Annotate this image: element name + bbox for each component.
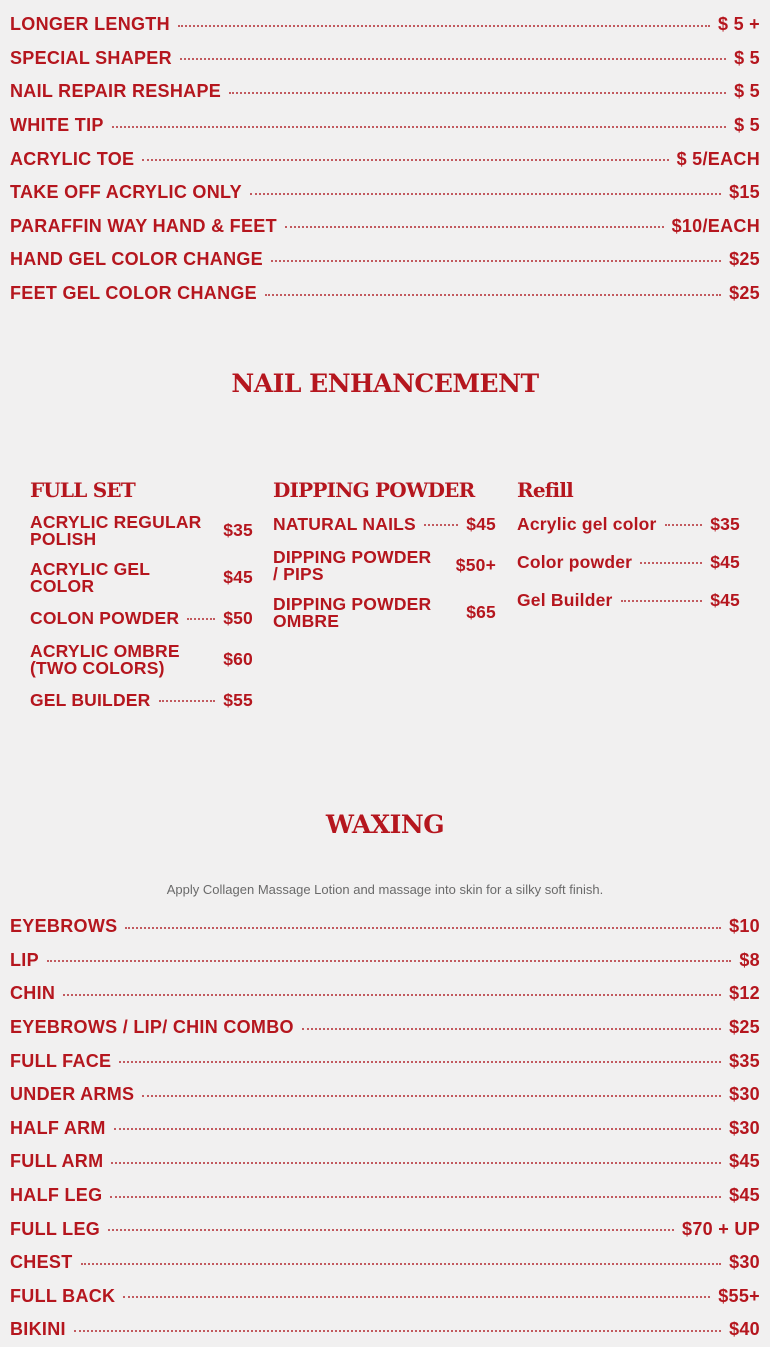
service-price: $60: [223, 649, 253, 669]
refill-row: [517, 552, 740, 573]
service-name: BIKINI: [10, 1319, 66, 1340]
service-price: $25: [729, 1017, 760, 1038]
dot-leader: [640, 562, 702, 564]
service-price: $ 5/EACH: [676, 148, 760, 169]
price-row: [10, 42, 760, 76]
dot-leader: [47, 960, 731, 962]
dipping-powder-column: [273, 478, 496, 643]
service-name: HALF ARM: [10, 1117, 106, 1138]
price-row: [10, 176, 760, 210]
dot-leader: [81, 1263, 722, 1265]
service-name: DIPPING POWDER / PIPS: [273, 547, 432, 584]
service-price: $45: [729, 1151, 760, 1172]
service-price: $10/EACH: [671, 215, 760, 236]
service-name: GEL BUILDER: [30, 690, 151, 711]
service-name: TAKE OFF ACRYLIC ONLY: [10, 182, 242, 203]
service-name: ACRYLIC TOE: [10, 148, 135, 169]
price-row: [10, 210, 760, 244]
service-name: EYEBROWS / LIP/ CHIN COMBO: [10, 1017, 294, 1038]
top-price-list: [10, 8, 760, 310]
service-price: $35: [710, 514, 740, 534]
service-price: $25: [729, 249, 760, 270]
dot-leader: [114, 1128, 721, 1130]
service-price: $45: [223, 567, 253, 587]
dot-leader: [187, 618, 215, 620]
price-row: [10, 1145, 760, 1179]
dot-leader: [74, 1330, 721, 1332]
price-row: [10, 1313, 760, 1347]
price-row: [10, 142, 760, 176]
price-row: [10, 243, 760, 277]
service-name: ACRYLIC OMBRE (TWO COLORS): [30, 641, 180, 678]
service-name: Gel Builder: [517, 590, 613, 611]
nail-enhancement-title: NAIL ENHANCEMENT: [231, 369, 539, 398]
price-row: [10, 977, 760, 1011]
service-price: $70 + UP: [682, 1218, 760, 1239]
service-name: FULL LEG: [10, 1218, 101, 1239]
service-price: $30: [729, 1117, 760, 1138]
service-price: $ 5: [734, 81, 760, 102]
service-price: $50+: [455, 555, 496, 575]
service-price: $30: [729, 1252, 760, 1273]
price-row: [10, 1280, 760, 1314]
service-price: $ 5: [734, 115, 760, 136]
service-price: $55: [223, 690, 253, 710]
price-row: [10, 277, 760, 311]
service-name: CHEST: [10, 1252, 73, 1273]
service-price: $45: [710, 552, 740, 572]
dot-leader: [285, 226, 664, 228]
service-name: ACRYLIC REGULAR POLISH: [30, 512, 202, 549]
dot-leader: [110, 1196, 721, 1198]
dot-leader: [180, 58, 726, 60]
price-row: [10, 1246, 760, 1280]
dot-leader: [178, 25, 710, 27]
dot-leader: [229, 92, 726, 94]
dot-leader: [108, 1229, 674, 1231]
service-name: EYEBROWS: [10, 916, 118, 937]
dot-leader: [123, 1296, 710, 1298]
waxing-note: Apply Collagen Massage Lotion and massage into skin for a silky soft finish.: [166, 882, 604, 897]
service-price: $55+: [718, 1285, 760, 1306]
full-set-column: [30, 478, 253, 725]
service-name: COLON POWDER: [30, 608, 180, 629]
price-row: [10, 1011, 760, 1045]
refill-row: [517, 590, 740, 611]
service-name: ACRYLIC GEL COLOR: [30, 559, 150, 596]
price-row: [10, 1179, 760, 1213]
dipping-powder-title: DIPPING POWDER: [273, 478, 475, 502]
service-price: $65: [466, 602, 496, 622]
service-price: $45: [729, 1185, 760, 1206]
service-name: CHIN: [10, 983, 56, 1004]
dot-leader: [665, 524, 703, 526]
dipping-row: [273, 514, 496, 535]
service-price: $30: [729, 1084, 760, 1105]
service-price: $ 5 +: [717, 14, 760, 35]
price-row: [10, 910, 760, 944]
price-row: [10, 1112, 760, 1146]
full-set-row: [30, 690, 253, 711]
refill-title: Refill: [517, 478, 573, 502]
service-price: $35: [729, 1050, 760, 1071]
dot-leader: [142, 159, 668, 161]
full-set-row: [30, 514, 253, 547]
service-name: HAND GEL COLOR CHANGE: [10, 249, 263, 270]
service-name: FEET GEL COLOR CHANGE: [10, 283, 257, 304]
refill-column: [517, 478, 740, 625]
price-row: [10, 1212, 760, 1246]
service-price: $10: [729, 916, 760, 937]
service-name: LONGER LENGTH: [10, 14, 170, 35]
service-name: Acrylic gel color: [517, 514, 657, 535]
dot-leader: [159, 700, 216, 702]
dot-leader: [63, 994, 721, 996]
dot-leader: [271, 260, 721, 262]
service-price: $8: [739, 949, 760, 970]
price-row: [10, 944, 760, 978]
full-set-row: [30, 608, 253, 629]
service-name: FULL ARM: [10, 1151, 104, 1172]
price-row: [10, 75, 760, 109]
price-row: [10, 1044, 760, 1078]
full-set-title: FULL SET: [30, 478, 135, 502]
price-row: [10, 8, 760, 42]
service-name: WHITE TIP: [10, 115, 104, 136]
waxing-title: WAXING: [325, 810, 445, 839]
service-price: $40: [729, 1319, 760, 1340]
dot-leader: [302, 1028, 721, 1030]
service-name: DIPPING POWDER OMBRE: [273, 594, 432, 631]
service-name: NAIL REPAIR RESHAPE: [10, 81, 222, 102]
service-price: $25: [729, 283, 760, 304]
dot-leader: [125, 927, 721, 929]
dot-leader: [621, 600, 703, 602]
service-name: Color powder: [517, 552, 633, 573]
service-price: $12: [729, 983, 760, 1004]
service-name: FULL BACK: [10, 1285, 116, 1306]
dot-leader: [250, 193, 721, 195]
service-name: PARAFFIN WAY HAND & FEET: [10, 215, 277, 236]
dot-leader: [424, 524, 458, 526]
dipping-row: [273, 549, 496, 582]
service-name: FULL FACE: [10, 1050, 112, 1071]
service-name: LIP: [10, 949, 39, 970]
service-name: UNDER ARMS: [10, 1084, 135, 1105]
refill-row: [517, 514, 740, 535]
full-set-row: [30, 561, 253, 594]
dipping-row: [273, 596, 496, 629]
dot-leader: [112, 126, 726, 128]
dot-leader: [142, 1095, 721, 1097]
price-row: [10, 1078, 760, 1112]
dot-leader: [265, 294, 721, 296]
service-price: $45: [710, 590, 740, 610]
service-name: NATURAL NAILS: [273, 514, 416, 535]
dot-leader: [111, 1162, 721, 1164]
service-price: $35: [223, 520, 253, 540]
service-name: SPECIAL SHAPER: [10, 47, 172, 68]
service-price: $15: [729, 182, 760, 203]
service-price: $45: [466, 514, 496, 534]
service-price: $50: [223, 608, 253, 628]
service-name: HALF LEG: [10, 1185, 103, 1206]
waxing-price-list: [10, 910, 760, 1347]
price-row: [10, 109, 760, 143]
dot-leader: [119, 1061, 721, 1063]
full-set-row: [30, 643, 253, 676]
service-price: $ 5: [734, 47, 760, 68]
